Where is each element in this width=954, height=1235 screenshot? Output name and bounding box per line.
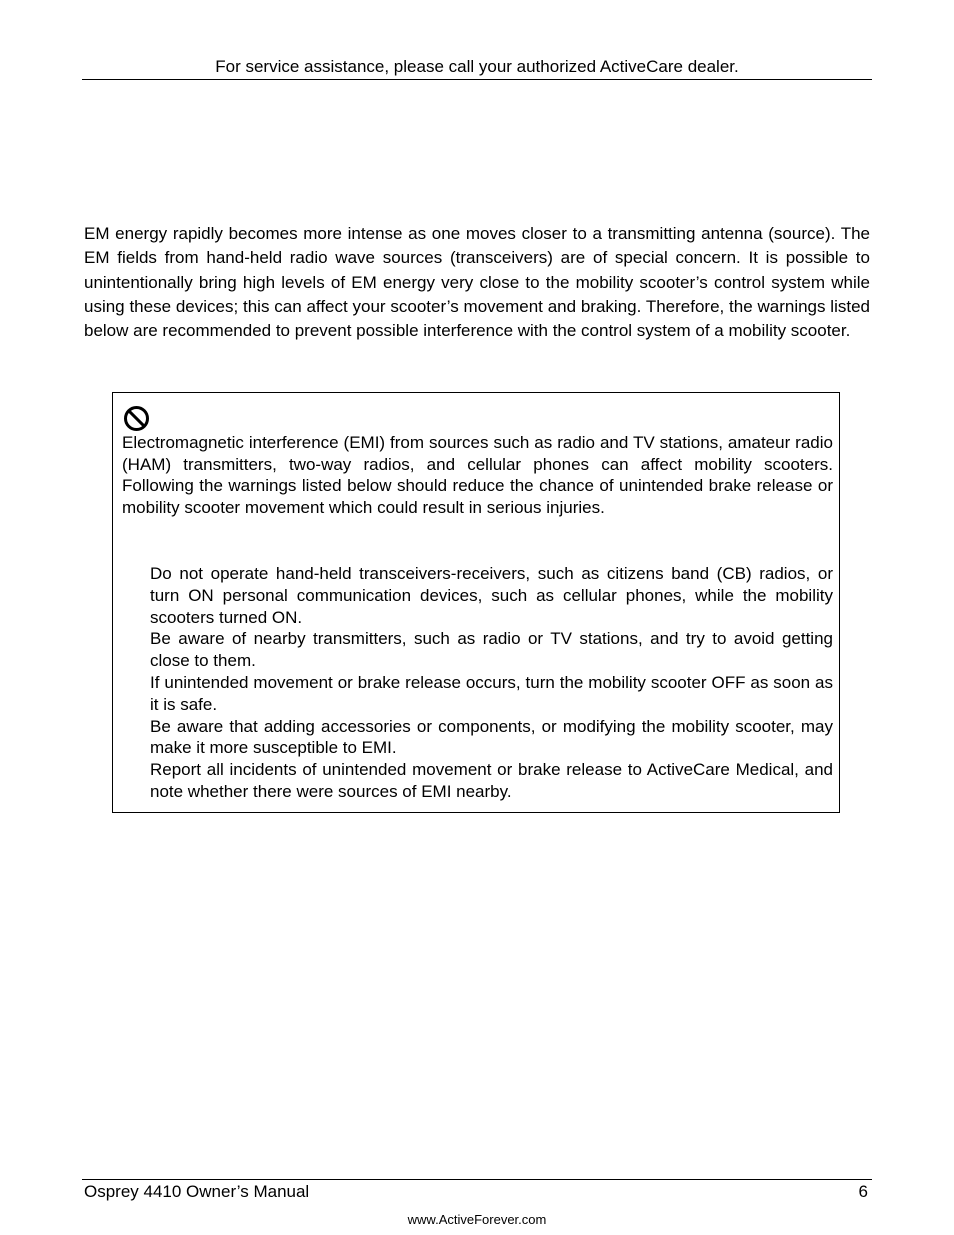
warning-box [112, 392, 840, 813]
warning-list-item: Be aware of nearby transmitters, such as radio or TV stations, and try to avoid getting close to them. [150, 629, 833, 671]
intro-paragraph: EM energy rapidly becomes more intense as one moves closer to a transmitting antenna (source). The EM fields from hand-held radio wave sources (transceivers) are of special concern. It is possible to unintentionally bring high levels of EM energy very close to the mobility scooter’s control system while using these devices; this can affect your scooter’s movement and braking. Therefore, the warnings listed below are recommended to prevent possible interference with the control system of a mobility scooter. [84, 224, 870, 341]
footer-url: www.ActiveForever.com [407, 1212, 547, 1227]
warning-list-item: Be aware that adding accessories or components, or modifying the mobility scooter, may make it more susceptible to EMI. [150, 716, 833, 758]
warning-list-item: If unintended movement or brake release occurs, turn the mobility scooter OFF as soon as it is safe. [150, 672, 833, 714]
warning-list-item: Do not operate hand-held transceivers-receivers, such as citizens band (CB) radios, or turn ON personal communication devices, such as cellular phones, while the mobility scooters turned ON. [150, 564, 833, 627]
warning-list-item: Report all incidents of unintended movement or brake release to ActiveCare Medical, and note whether there were sources of EMI nearby. [150, 760, 833, 801]
footer-page-number: 6 [858, 1182, 868, 1201]
prohibition-icon [123, 405, 150, 432]
warning-paragraph: Electromagnetic interference (EMI) from sources such as radio and TV stations, amateur radio (HAM) transmitters, two-way radios, and cellular phones can affect mobility scooters. Following the warnings listed below should reduce the chance of unintended brake release or mobility scooter movement which could result in serious injuries. [122, 433, 833, 518]
footer-divider [82, 1179, 872, 1180]
footer-manual-title: Osprey 4410 Owner’s Manual [84, 1182, 310, 1201]
page-header [82, 56, 872, 80]
warning-list [150, 563, 833, 803]
header-text: For service assistance, please call your authorized ActiveCare dealer. [215, 57, 739, 76]
